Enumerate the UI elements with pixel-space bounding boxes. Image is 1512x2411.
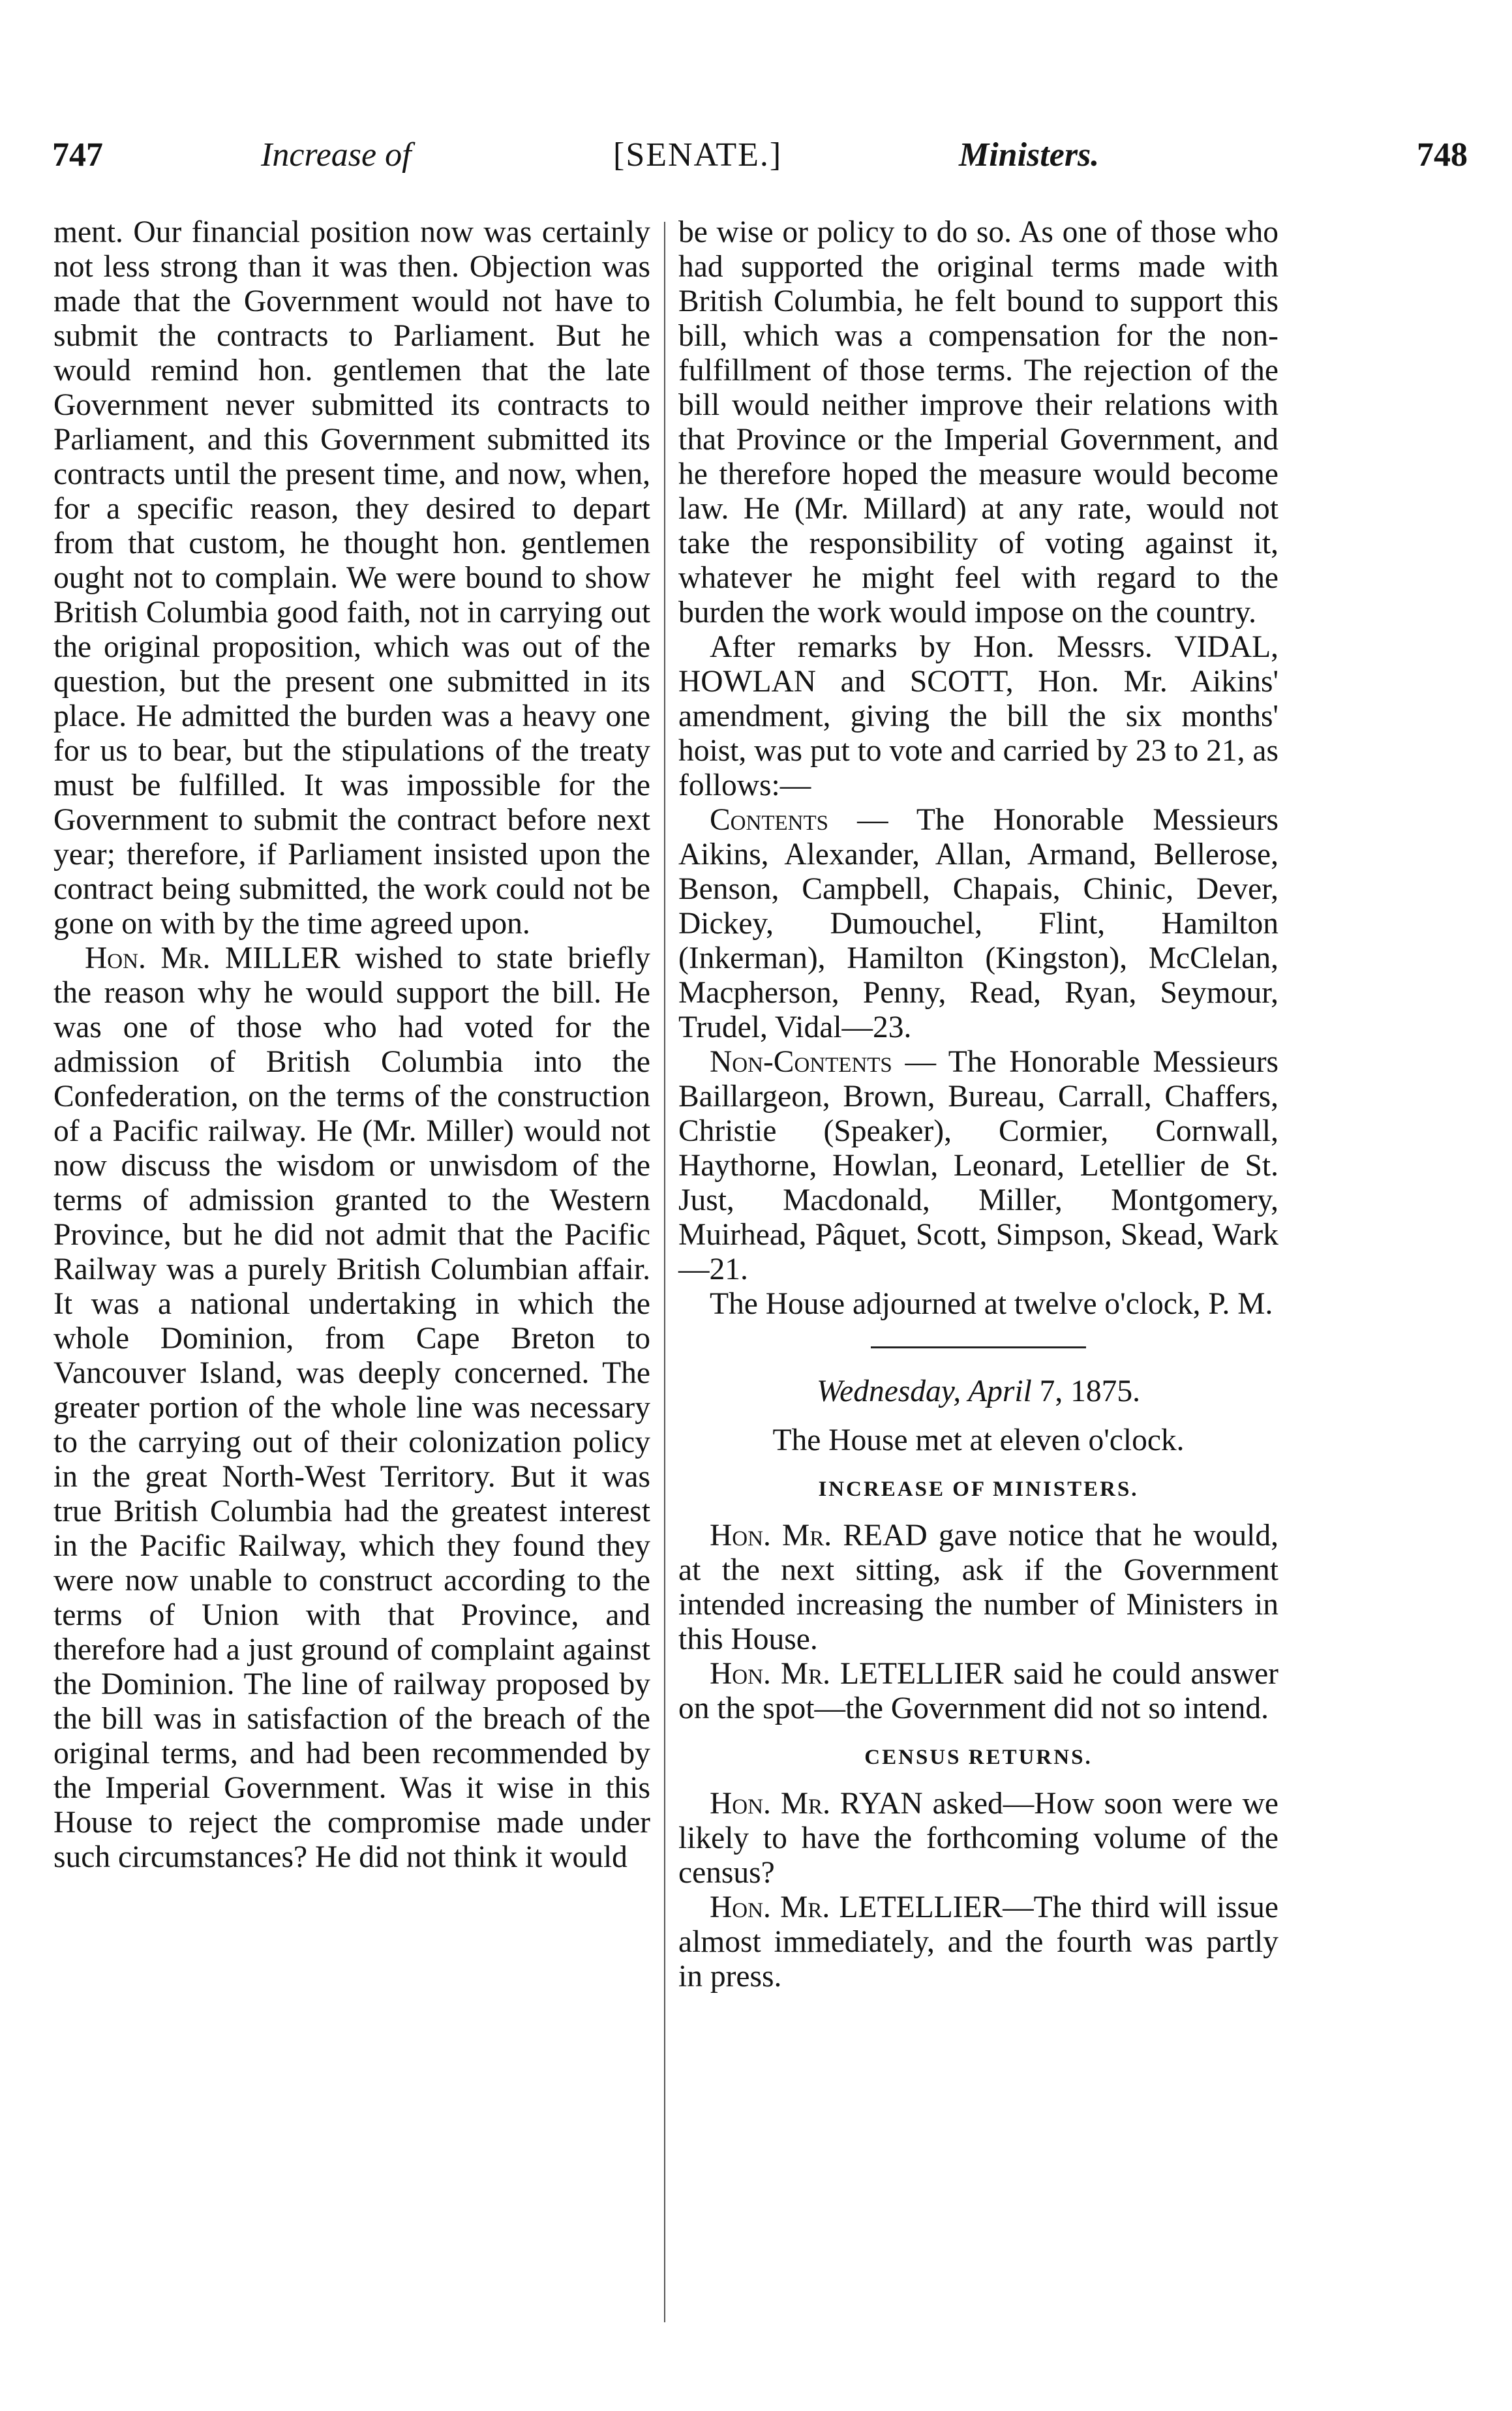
left-page-number: 747 <box>52 136 103 174</box>
letellier-reply-2 <box>678 1890 1278 1994</box>
non-contents-list <box>678 1045 1278 1287</box>
non-contents-label: Non-Contents <box>710 1045 892 1079</box>
speech-text: gave notice that he would, at the next sitting, ask if the Government intended increasing the number of Ministers in this House. <box>678 1519 1278 1656</box>
left-paragraph-2 <box>53 941 650 1875</box>
speaker-name: Hon. Mr. MILLER <box>85 941 340 975</box>
column-divider <box>664 222 665 2322</box>
speech-text: —The third will issue almost immediately, and the fourth was partly in press. <box>678 1890 1278 1994</box>
read-notice <box>678 1519 1278 1657</box>
speaker-name: Hon. Mr. RYAN <box>710 1787 923 1821</box>
adjournment-note: The House adjourned at twelve o'clock, P. M. <box>710 1287 1273 1321</box>
speech-text: wished to state briefly the reason why he would support the bill. He was one of those who had voted for the admission of British Columbia into the Confederation, on the terms of the construction of a Pacific railway. He (Mr. Miller) would not now discuss the wisdom or unwisdom of the terms of admission granted to the Western Province, but he did not admit that the Pacific Railway was a purely British Columbian affair. It was a national undertaking in which the whole Dominion, from Cape Breton to Vancouver Island, was deeply concerned. The greater portion of the whole line was necessary to the carrying out of their colonization policy in the great North-West Territory. But it was true British Columbia had the greatest interest in the Pacific Railway, which they found they were now unable to construct according to the terms of Union with that Province, and therefore had a just ground of complaint against the Dominion. The line of railway proposed by the bill was in satisfaction of the breach of the original terms, and had been recommended by the Imperial Government. Was it wise in this House to reject the compromise made under such circumstances? He did not think it would <box>53 941 650 1874</box>
left-running-title: Increase of <box>261 136 412 174</box>
heading-increase-of-ministers: INCREASE OF MINISTERS. <box>818 1478 1139 1501</box>
speaker-name: Hon. Mr. LETELLIER <box>710 1890 1003 1924</box>
right-paragraph-1: be wise or policy to do so. As one of those who had supported the original terms made with British Columbia, he felt bound to support this bill, which was a compensation for the non-fulfillment of those terms. The rejection of the bill would neither improve their relations with that Province or the Imperial Government, and he therefore hoped the measure would become law. He (Mr. Millard) at any rate, would not take the responsibility of voting against it, whatever he might feel with regard to the burden the work would impose on the country. <box>678 215 1278 629</box>
letellier-reply-1 <box>678 1657 1278 1726</box>
speech-text: asked—How soon were we likely to have the forthcoming volume of the census? <box>678 1787 1278 1890</box>
right-page-number: 748 <box>1417 136 1468 174</box>
date-day: Wednesday, April <box>816 1374 1032 1408</box>
speech-text: said he could answer on the spot—the Government did not so intend. <box>678 1657 1279 1725</box>
left-column <box>53 215 650 1875</box>
ryan-question <box>678 1787 1278 1890</box>
heading-census-returns: CENSUS RETURNS. <box>864 1746 1093 1769</box>
section-rule <box>871 1346 1086 1348</box>
page-header <box>52 136 1468 194</box>
speaker-name: Hon. Mr. READ <box>710 1519 928 1553</box>
left-paragraph-1: ment. Our financial position now was certainly not less strong than it was then. Objection was made that the Government would not have to submit the contracts to Parliament. But he would remind hon. gentlemen that the late Government never submitted its contracts to Parliament, and this Government submitted its contracts until the present time, and now, when, for a specific reason, they desired to depart from that custom, he thought hon. gentlemen ought not to complain. We were bound to show British Columbia good faith, not in carrying out the original proposition, which was out of the question, but the present one submitted in its place. He admitted the burden was a heavy one for us to bear, but the stipulations of the treaty must be fulfilled. It was impossible for the Government to submit the contract before next year; therefore, if Parliament insisted upon the contract being submitted, the work could not be gone on with by the time agreed upon. <box>53 215 650 941</box>
center-running-title: [SENATE.] <box>613 136 783 174</box>
contents-names: — The Honorable Messieurs Aikins, Alexander, Allan, Armand, Bellerose, Benson, Campbell, Chapais, Chinic, Dever, Dickey, Dumouchel, Flint, Hamilton (Inkerman), Hamilton (Kingston), McClelan, Macpherson, Penny, Read, Ryan, Seymour, Trudel, Vidal—23. <box>678 803 1279 1044</box>
date-year: 7, 1875. <box>1039 1374 1141 1408</box>
right-paragraph-2: After remarks by Hon. Messrs. VIDAL, HOWLAN and SCOTT, Hon. Mr. Aikins' amendment, giving the bill the six months' hoist, was put to vote and carried by 23 to 21, as follows:— <box>678 630 1278 802</box>
sitting-date <box>678 1374 1278 1409</box>
right-column <box>678 215 1278 1994</box>
contents-label: Contents <box>710 803 829 837</box>
contents-list <box>678 803 1278 1045</box>
speaker-name: Hon. Mr. LETELLIER <box>710 1657 1004 1691</box>
right-running-title: Ministers. <box>959 136 1100 174</box>
house-met-note: The House met at eleven o'clock. <box>772 1423 1185 1457</box>
non-contents-names: — The Honorable Messieurs Baillargeon, Brown, Bureau, Carrall, Chaffers, Christie (Speaker), Cormier, Cornwall, Haythorne, Howlan, Leonard, Letellier de St. Just, Macdonald, Miller, Montgomery, Muirhead, Pâquet, Scott, Simpson, Skead, Wark—21. <box>678 1045 1279 1286</box>
